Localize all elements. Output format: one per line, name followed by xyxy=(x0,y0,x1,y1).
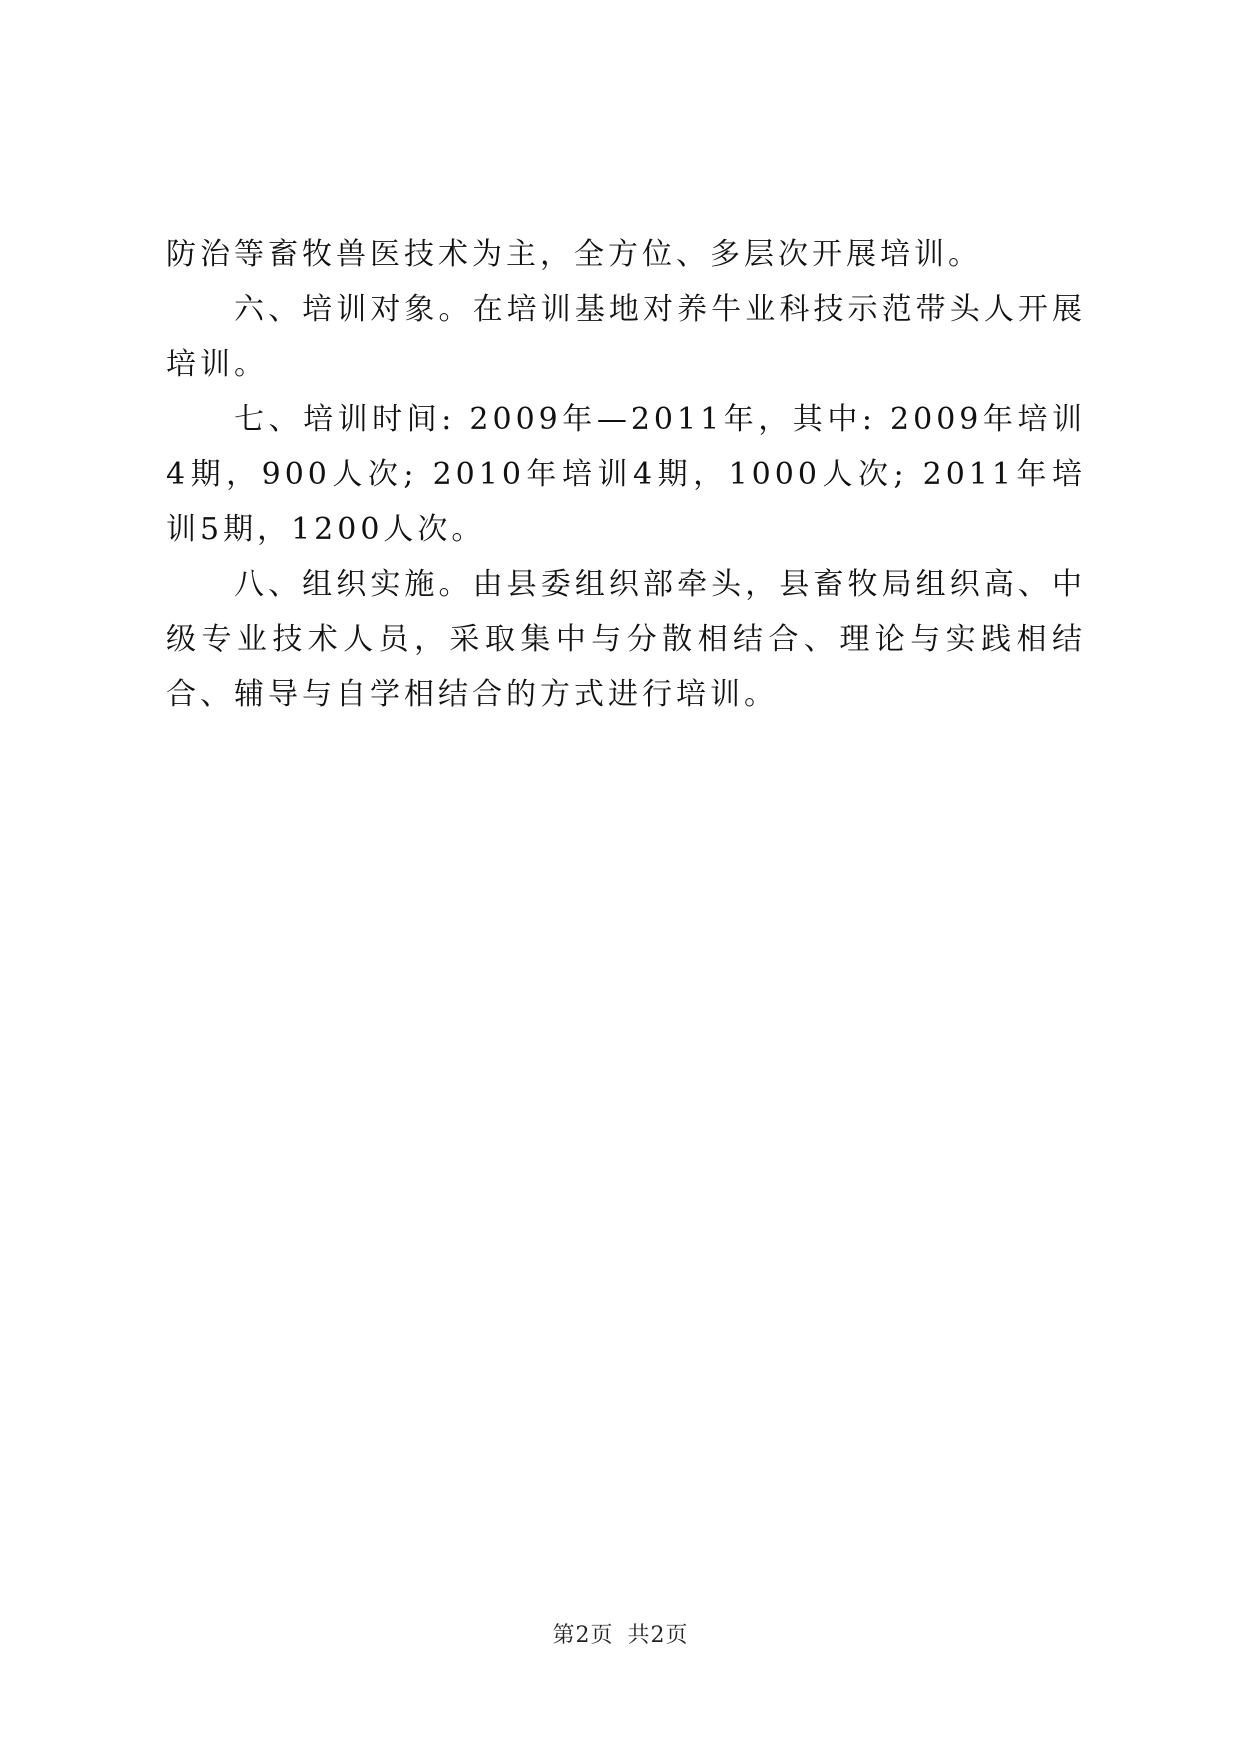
page-footer xyxy=(0,1618,1241,1649)
paragraph-training-targets: 六、培训对象。在培训基地对养牛业科技示范带头人开展培训。 xyxy=(166,292,1086,382)
page-number: 第2页 xyxy=(552,1623,614,1648)
paragraph-training-time: 七、培训时间: 2009年—2011年，其中: 2009年培训4期，900人次; 2010年培训4期，1000人次; 2011年培训5期，1200人次。 xyxy=(166,402,1086,547)
paragraph-organization: 八、组织实施。由县委组织部牵头，县畜牧局组织高、中级专业技术人员，采取集中与分散相结合、理论与实践相结合、辅导与自学相结合的方式进行培训。 xyxy=(166,567,1086,712)
paragraph-continuation: 防治等畜牧兽医技术为主，全方位、多层次开展培训。 xyxy=(166,237,982,272)
document-body xyxy=(166,227,1086,722)
page-total: 共2页 xyxy=(627,1623,689,1648)
